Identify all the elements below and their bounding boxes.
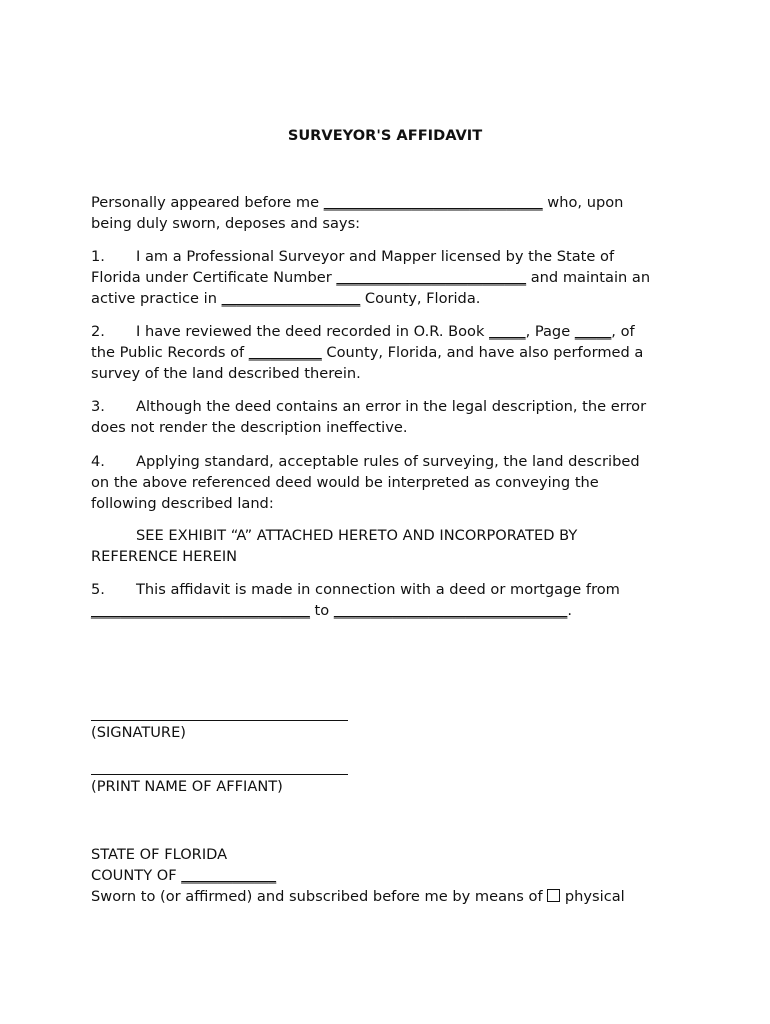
exhibit-text: REFERENCE HEREIN — [91, 547, 238, 565]
paragraph-1 — [91, 247, 691, 309]
notary-text: physical — [560, 887, 625, 905]
paragraph-number: 5. — [91, 581, 105, 598]
paragraph-number: 1. — [91, 248, 105, 265]
paragraph-number: 2. — [91, 323, 105, 340]
paragraph-number: 4. — [91, 453, 105, 470]
paragraph-text: Although the deed contains an error in the legal description, the error — [136, 398, 647, 415]
paragraph-text: the Public Records of — [91, 343, 249, 361]
paragraph-text: I have reviewed the deed recorded in O.R. Book — [136, 323, 490, 340]
paragraph-text: Florida under Certificate Number — [91, 268, 337, 286]
signature-line[interactable] — [91, 720, 348, 721]
certificate-number-blank[interactable]: __________________________ — [336, 268, 527, 286]
from-party-blank[interactable]: ______________________________ — [91, 601, 310, 619]
records-county-blank[interactable]: __________ — [248, 343, 322, 361]
notary-county-label: COUNTY OF — [91, 866, 182, 884]
or-book-blank[interactable]: _____ — [489, 323, 526, 340]
paragraph-2 — [91, 322, 691, 384]
exhibit-reference — [91, 526, 691, 568]
notary-text: Sworn to (or affirmed) and subscribed before me by means of — [91, 887, 548, 905]
notary-block — [91, 845, 691, 907]
page-number-blank[interactable]: _____ — [574, 323, 612, 340]
document-title: SURVEYOR'S AFFIDAVIT — [287, 127, 483, 144]
paragraph-3 — [91, 397, 691, 439]
paragraph-text: , Page — [525, 323, 575, 340]
paragraph-number: 3. — [91, 398, 105, 415]
paragraph-text: I am a Professional Surveyor and Mapper licensed by the State of — [136, 248, 615, 265]
paragraph-text: This affidavit is made in connection with a deed or mortgage from — [136, 581, 620, 598]
paragraph-text: and maintain an — [526, 268, 651, 286]
print-name-label: (PRINT NAME OF AFFIANT) — [91, 778, 283, 795]
intro-text: Personally appeared before me — [91, 194, 324, 211]
affiant-name-blank[interactable]: ______________________________ — [323, 194, 543, 211]
paragraph-text: to — [309, 601, 334, 619]
paragraph-text: does not render the description ineffective. — [91, 418, 408, 436]
paragraph-text: survey of the land described therein. — [91, 364, 361, 382]
exhibit-text: SEE EXHIBIT “A” ATTACHED HERETO AND INCORPORATED BY — [136, 527, 578, 544]
paragraph-4 — [91, 452, 691, 514]
paragraph-text: . — [567, 601, 572, 619]
paragraph-text: following described land: — [91, 494, 274, 512]
paragraph-text: Applying standard, acceptable rules of surveying, the land described — [136, 453, 640, 470]
intro-text: who, upon — [542, 194, 624, 211]
to-party-blank[interactable]: ________________________________ — [333, 601, 568, 619]
paragraph-text: , of — [611, 323, 635, 340]
paragraph-text: County, Florida. — [360, 289, 481, 307]
intro-text: being duly sworn, deposes and says: — [91, 214, 361, 232]
paragraph-5 — [91, 580, 691, 622]
notary-state: STATE OF FLORIDA — [91, 846, 228, 863]
intro-paragraph — [91, 193, 691, 235]
practice-county-blank[interactable]: ___________________ — [221, 289, 361, 307]
paragraph-text: active practice in — [91, 289, 222, 307]
print-name-line[interactable] — [91, 774, 348, 775]
ballot-box-icon[interactable] — [547, 889, 560, 902]
paragraph-text: County, Florida, and have also performed a — [321, 343, 644, 361]
notary-county-blank[interactable]: _____________ — [181, 866, 277, 884]
paragraph-text: on the above referenced deed would be interpreted as conveying the — [91, 473, 599, 491]
signature-label: (SIGNATURE) — [91, 724, 186, 741]
